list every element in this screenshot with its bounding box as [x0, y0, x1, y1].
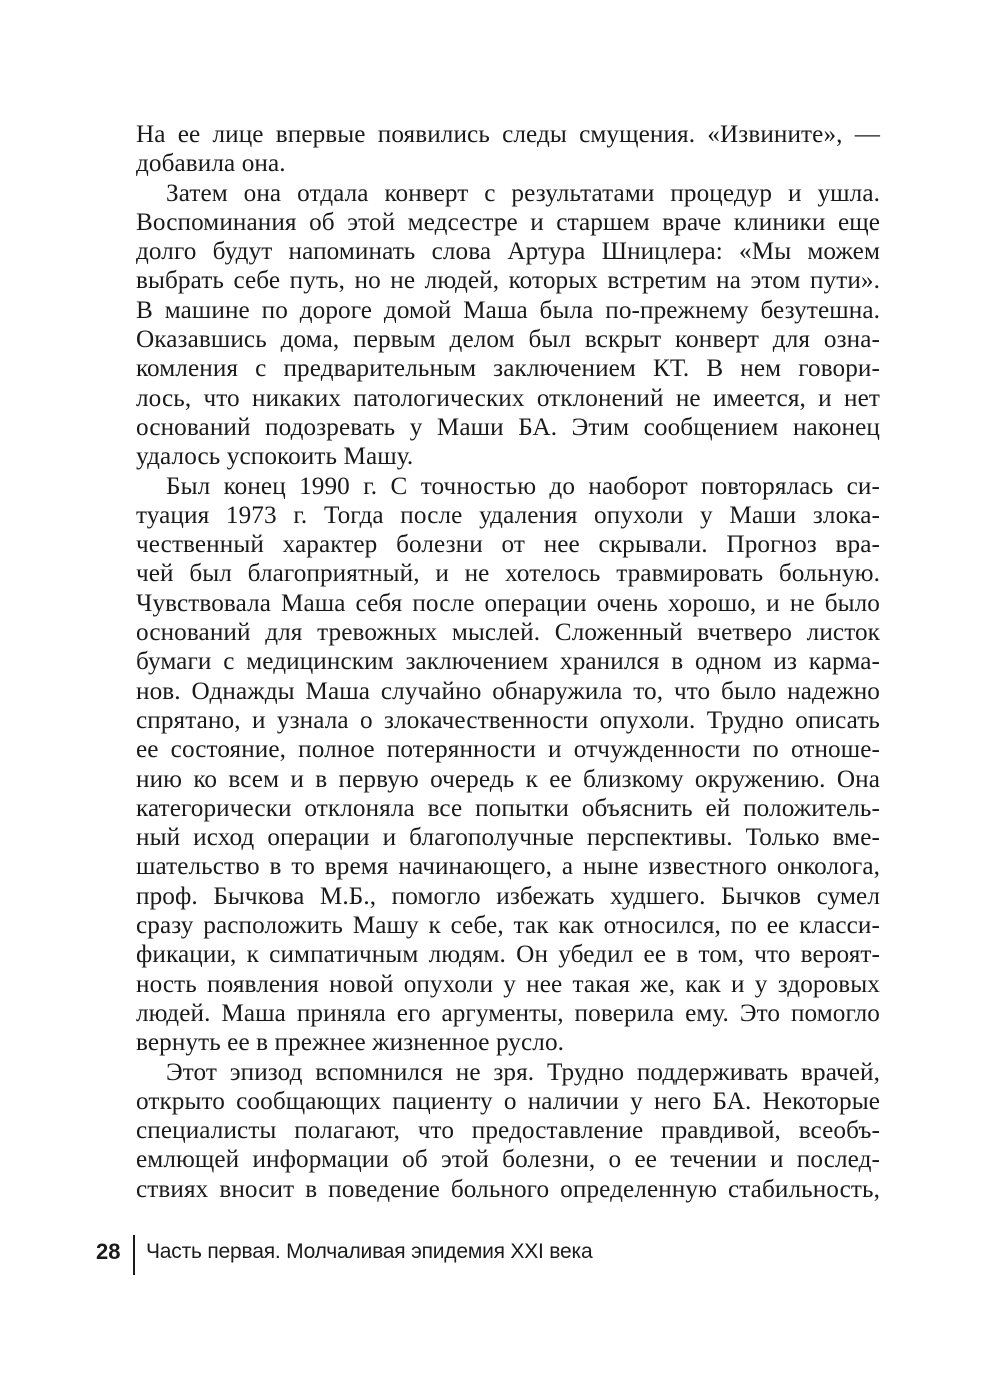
text-line: специалисты полагают, что предоставление правдивой, всеобъ-: [136, 1117, 880, 1145]
text-line: чей был благоприятный, и не хотелось травмировать больную.: [136, 560, 880, 588]
text-line: Этот эпизод вспомнился не зря. Трудно поддерживать врачей,: [166, 1058, 880, 1086]
text-line: На ее лице впервые появились следы смущения. «Извините», —: [136, 121, 880, 148]
text-line: Затем она отдала конверт с результатами процедур и ушла.: [166, 179, 880, 207]
text-line: Оказавшись дома, первым делом был вскрыт конверт для озна-: [136, 326, 880, 354]
text-line: ность появления новой опухоли у нее такая же, как и у здоровых: [136, 970, 880, 998]
page-footer: [0, 1235, 1000, 1275]
text-line: Чувствовала Маша себя после операции очень хорошо, и не было: [136, 589, 880, 617]
body-text: [136, 120, 880, 1204]
text-line: выбрать себе путь, но не людей, которых встретим на этом пути».: [136, 267, 880, 295]
text-line: спрятано, и узнала о злокачественности опухоли. Трудно описать: [136, 706, 880, 734]
text-line: ствиях вносит в поведение больного определенную стабильность,: [136, 1175, 880, 1203]
text-line: бумаги с медицинским заключением хранился в одном из карма-: [136, 648, 880, 676]
text-line: комления с предварительным заключением КТ. В нем говори-: [136, 355, 880, 383]
text-line: людей. Маша приняла его аргументы, поверила ему. Это помогло: [136, 999, 880, 1027]
text-line: нию ко всем и в первую очередь к ее близкому окружению. Она: [136, 765, 880, 793]
text-line: оснований подозревать у Маши БА. Этим сообщением наконец: [136, 413, 880, 441]
page-number: 28: [96, 1239, 121, 1264]
text-line: удалось успокоить Машу.: [136, 443, 414, 471]
text-line: Был конец 1990 г. С точностью до наоборот повторялась си-: [166, 472, 880, 500]
text-line: оснований для тревожных мыслей. Сложенный вчетверо листок: [136, 619, 880, 647]
text-line: ный исход операции и благополучные перспективы. Только вме-: [136, 824, 880, 852]
text-line: категорически отклоняла все попытки объяснить ей положитель-: [136, 794, 880, 822]
text-line: Воспоминания об этой медсестре и старшем враче клиники еще: [136, 208, 880, 236]
text-line: лось, что никаких патологических отклонений не имеется, и нет: [136, 384, 880, 412]
text-line: вернуть ее в прежнее жизненное русло.: [136, 1029, 565, 1057]
text-line: емлющей информации об этой болезни, о ее течении и послед-: [136, 1146, 880, 1174]
running-title: Часть первая. Молчаливая эпидемия XXI века: [146, 1240, 593, 1263]
text-line: фикации, к симпатичным людям. Он убедил ее в том, что вероят-: [136, 941, 880, 969]
text-line: ее состояние, полное потерянности и отчужденности по отноше-: [136, 736, 880, 764]
text-line: долго будут напоминать слова Артура Шницлера: «Мы можем: [136, 238, 880, 266]
text-line: открыто сообщающих пациенту о наличии у него БА. Некоторые: [136, 1087, 880, 1115]
text-line: сразу расположить Машу к себе, так как относился, по ее класси-: [136, 912, 880, 940]
text-line: туация 1973 г. Тогда после удаления опухоли у Маши злока-: [136, 501, 880, 529]
footer-divider: [133, 1235, 135, 1275]
text-line: В машине по дороге домой Маша была по-прежнему безутешна.: [136, 296, 880, 324]
text-line: проф. Бычкова М.Б., помогло избежать худшего. Бычков сумел: [136, 882, 880, 910]
text-line: нов. Однажды Маша случайно обнаружила то, что было надежно: [136, 677, 880, 705]
text-line: чественный характер болезни от нее скрывали. Прогноз вра-: [136, 531, 880, 559]
text-line: добавила она.: [136, 150, 286, 178]
text-line: шательство в то время начинающего, а ныне известного онколога,: [136, 853, 880, 881]
